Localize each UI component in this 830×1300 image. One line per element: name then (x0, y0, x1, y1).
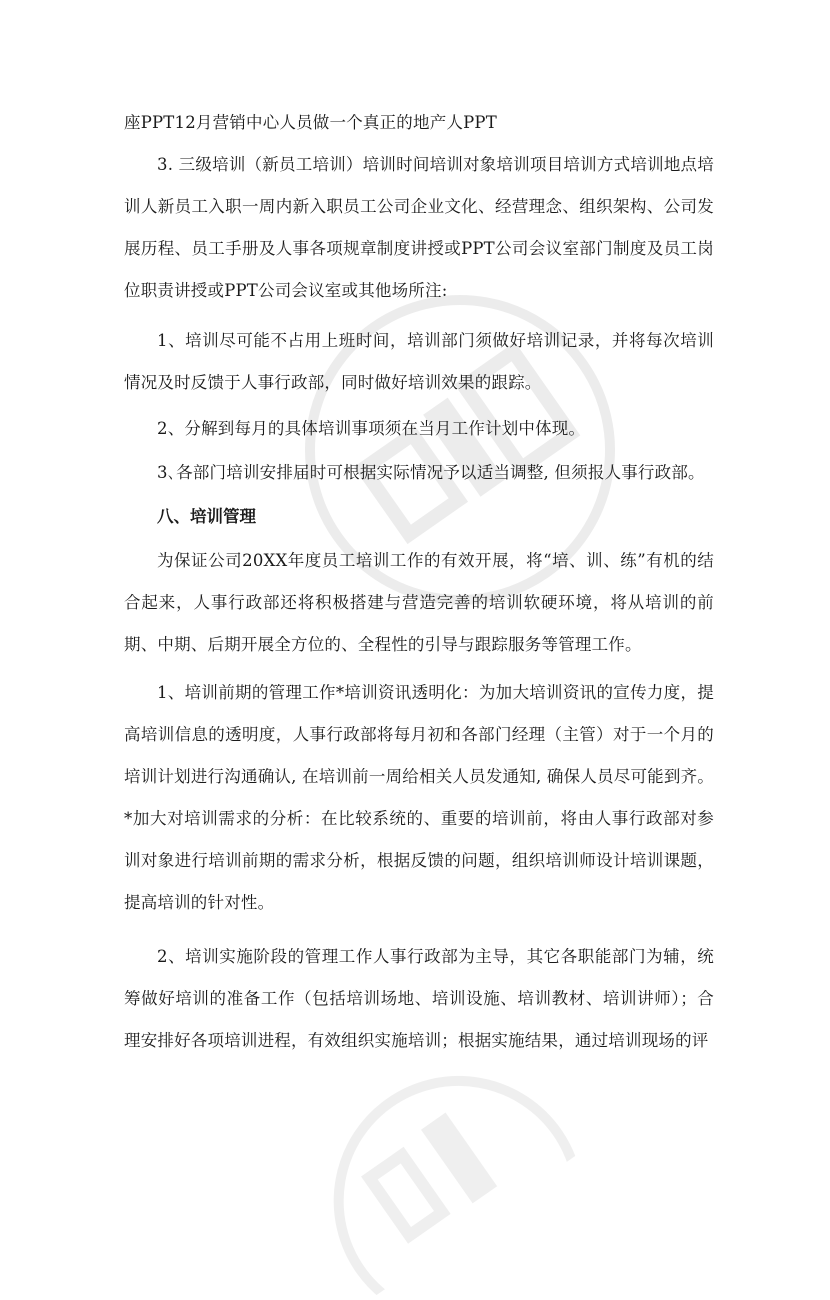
paragraph-note-3: 3､各部门培训安排届时可根据实际情况予以适当调整, 但须报人事行政部。 (157, 463, 705, 482)
section-heading-training-management: 八、培训管理 (157, 507, 256, 526)
paragraph-note-2: 2、分解到每月的具体培训事项须在当月工作计划中体现。 (157, 419, 586, 438)
paragraph-note-1: 1、培训尽可能不占用上班时间，培训部门须做好培训记录，并将每次培训情况及时反馈于人事行政部，同时做好培训效果的跟踪。 (124, 331, 714, 392)
paragraph-training-implementation: 2、培训实施阶段的管理工作人事行政部为主导，其它各职能部门为辅，统筹做好培训的准备工作（包括培训场地、培训设施、培训教材、培训讲师）；合理安排好各项培训进程，有效组织实施培训；根据实施结果，通过培训现场的评 (124, 947, 714, 1050)
paragraph-pre-training-management: 1、培训前期的管理工作*培训资讯透明化：为加大培训资讯的宣传力度，提高培训信息的透明度，人事行政部将每月初和各部门经理（主管）对于一个月的培训计划进行沟通确认, 在培训前一周给相关人员发通知, 确保人员尽可能到齐。*加大对培训需求的分析：在比较系统的、重要的培训前，将由人事行政部对参训对象进行培训前期的需求分析，根据反馈的问题，组织培训师设计培训课题，提高培训的针对性。 (124, 683, 714, 912)
paragraph-ppt-line: 座PPT12月营销中心人员做一个真正的地产人PPT (124, 113, 497, 132)
paragraph-third-level-training: 3. 三级培训（新员工培训）培训时间培训对象培训项目培训方式培训地点培训人新员工入职一周内新入职员工公司企业文化、经营理念、组织架构、公司发展历程、员工手册及人事各项规章制度讲授或PPT公司会议室部门制度及员工岗位职责讲授或PPT公司会议室或其他场所注: (124, 155, 714, 300)
paragraph-training-management-intro: 为保证公司20XX年度员工培训工作的有效开展，将“培、训、练”有机的结合起来，人事行政部还将积极搭建与营造完善的培训软硬环境，将从培训的前期、中期、后期开展全方位的、全程性的引导与跟踪服务等管理工作。 (124, 551, 714, 654)
